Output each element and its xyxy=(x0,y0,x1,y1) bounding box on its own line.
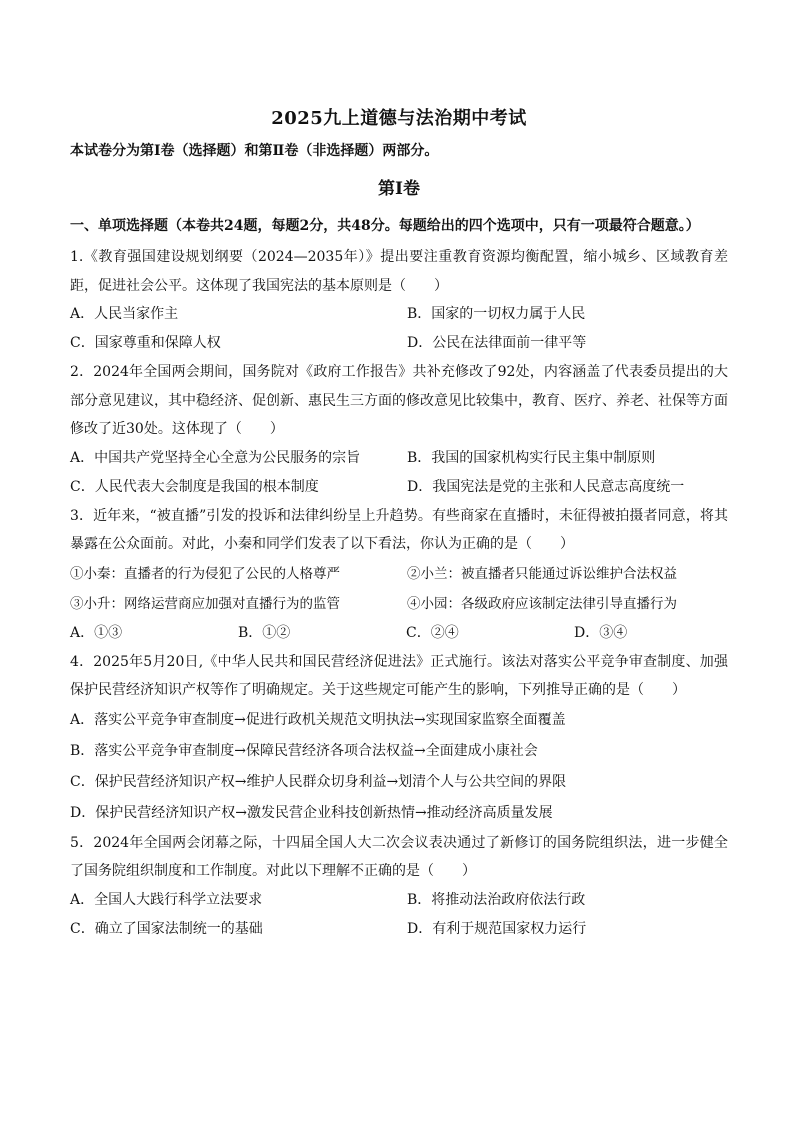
volume-title: 第Ⅰ卷 xyxy=(378,179,420,199)
option-d[interactable]: D．有利于规范国家权力运行 xyxy=(407,920,587,937)
option-c[interactable]: C．保护民营经济知识产权→维护人民群众切身利益→划清个人与公共空间的界限 xyxy=(70,773,567,790)
option-c[interactable]: C．人民代表大会制度是我国的根本制度 xyxy=(70,478,319,495)
option-c[interactable]: C．国家尊重和保障人权 xyxy=(70,335,221,351)
statement-1: ①小秦：直播者的行为侵犯了公民的人格尊严 xyxy=(70,565,340,582)
question-stem: 5．2024年全国两会闭幕之际，十四届全国人大二次会议表决通过了新修订的国务院组织法，进一步健全了国务院组织制度和工作制度。对此以下理解不正确的是（ ） xyxy=(70,834,728,879)
option-b[interactable]: B．将推动法治政府依法行政 xyxy=(407,891,586,908)
option-b[interactable]: B．落实公平竞争审查制度→保障民营经济各项合法权益→全面建成小康社会 xyxy=(70,742,538,759)
option-c[interactable]: C．确立了国家法制统一的基础 xyxy=(70,920,263,937)
statement-2: ②小兰：被直播者只能通过诉讼维护合法权益 xyxy=(407,565,677,582)
options-grid xyxy=(70,886,728,944)
option-d[interactable]: D．我国宪法是党的主张和人民意志高度统一 xyxy=(407,478,685,495)
question-stem: 1.《教育强国建设规划纲要（2024—2035年）》提出要注重教育资源均衡配置，缩小城乡、区域教育差距，促进社会公平。这体现了我国宪法的基本原则是（ ） xyxy=(70,249,728,294)
question-2 xyxy=(70,358,728,502)
options-list xyxy=(70,705,728,829)
statement-3: ③小升：网络运营商应加强对直播行为的监管 xyxy=(70,595,340,612)
question-4 xyxy=(70,648,728,829)
options-grid xyxy=(70,444,728,502)
question-3 xyxy=(70,502,728,648)
exam-title: 2025九上道德与法治期中考试 xyxy=(271,108,527,129)
options-grid xyxy=(70,300,728,358)
option-a[interactable]: A．①③ xyxy=(70,624,123,641)
question-stem: 2．2024年全国两会期间，国务院对《政府工作报告》共补充修改了92处，内容涵盖了代表委员提出的大部分意见建议，其中稳经济、促创新、惠民生三方面的修改意见比较集中，教育、医疗、养老、社保等方面修改了近30处。这体现了（ ） xyxy=(70,364,728,437)
exam-intro: 本试卷分为第Ⅰ卷（选择题）和第Ⅱ卷（非选择题）两部分。 xyxy=(70,143,439,159)
option-d[interactable]: D．保护民营经济知识产权→激发民营企业科技创新热情→推动经济高质量发展 xyxy=(70,804,553,821)
question-stem: 4．2025年5月20日,《中华人民共和国民营经济促进法》正式施行。该法对落实公平竞争审查制度、加强保护民营经济知识产权等作了明确规定。关于这些规定可能产生的影响，下列推导正确的是（ ） xyxy=(70,653,728,698)
option-b[interactable]: B．①② xyxy=(238,624,291,641)
options-grid xyxy=(70,619,728,648)
option-d[interactable]: D．公民在法律面前一律平等 xyxy=(407,335,587,351)
option-a[interactable]: A．人民当家作主 xyxy=(70,306,179,322)
question-stem: 3．近年来，“被直播”引发的投诉和法律纠纷呈上升趋势。有些商家在直播时，未征得被拍摄者同意，将其暴露在公众面前。对此，小秦和同学们发表了以下看法，你认为正确的是（ ） xyxy=(70,507,728,552)
statements-grid xyxy=(70,559,728,619)
option-c[interactable]: C．②④ xyxy=(406,624,459,641)
question-1 xyxy=(70,243,728,358)
option-d[interactable]: D．③④ xyxy=(574,624,628,641)
option-a[interactable]: A．全国人大践行科学立法要求 xyxy=(70,891,263,908)
section-heading: 一、单项选择题（本卷共24题，每题2分，共48分。每题给出的四个选项中，只有一项最符合题意。） xyxy=(70,218,700,234)
option-b[interactable]: B．我国的国家机构实行民主集中制原则 xyxy=(407,449,656,466)
question-5 xyxy=(70,829,728,944)
option-a[interactable]: A．中国共产党坚持全心全意为公民服务的宗旨 xyxy=(70,449,361,466)
option-a[interactable]: A．落实公平竞争审查制度→促进行政机关规范文明执法→实现国家监察全面覆盖 xyxy=(70,711,566,728)
option-b[interactable]: B．国家的一切权力属于人民 xyxy=(407,306,586,322)
statement-4: ④小园：各级政府应该制定法律引导直播行为 xyxy=(407,595,677,612)
